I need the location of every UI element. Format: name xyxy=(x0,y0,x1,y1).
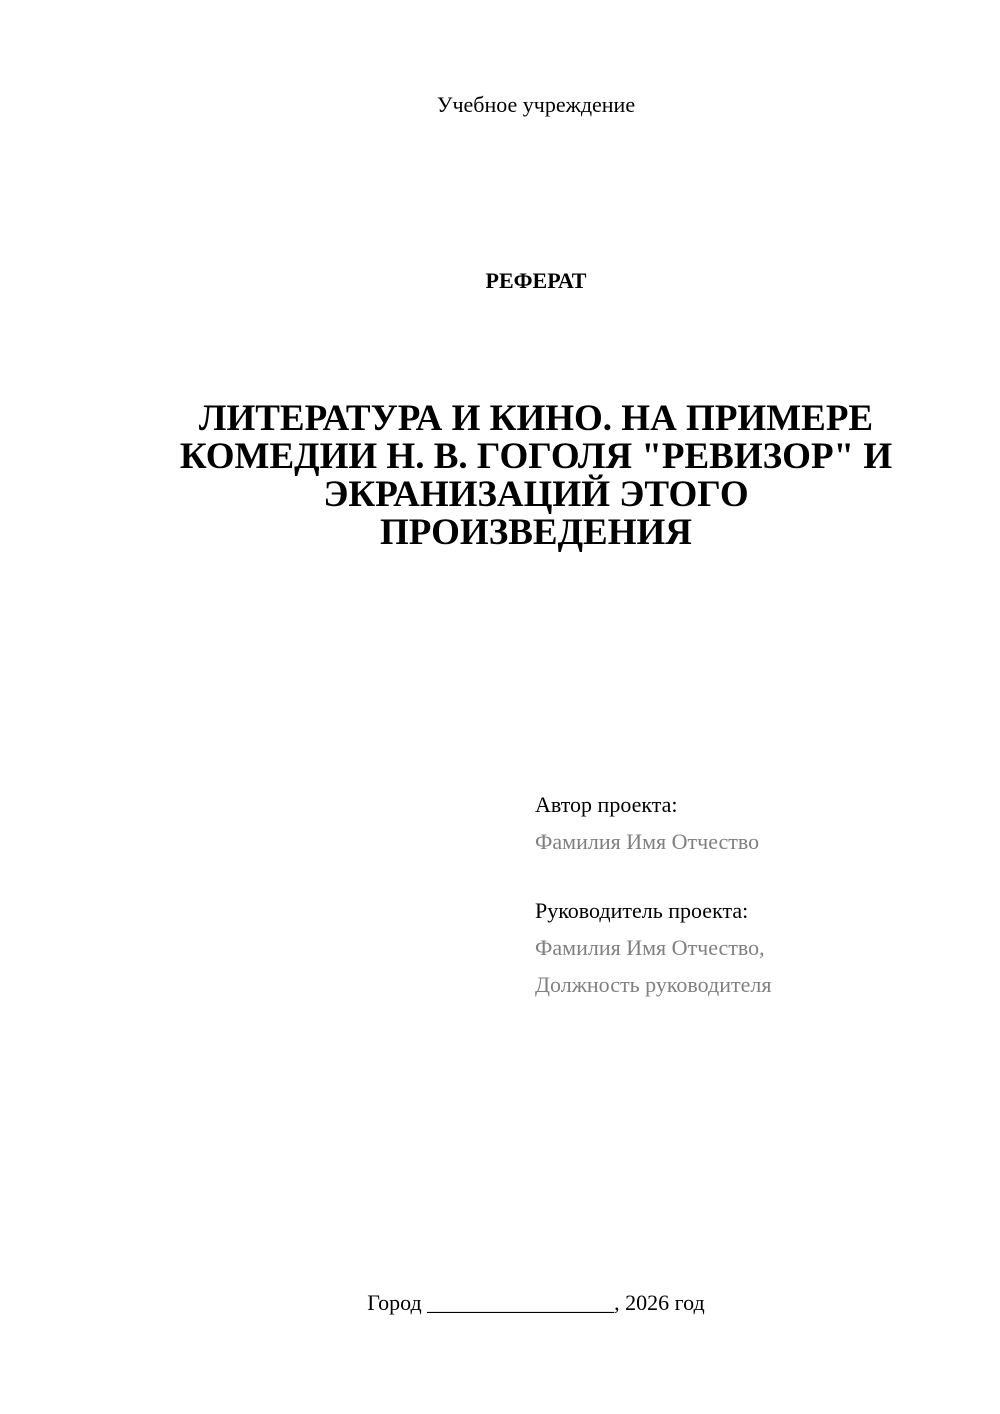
city-year-line xyxy=(0,1290,1000,1316)
author-label: Автор проекта: xyxy=(535,792,678,817)
author-block xyxy=(535,786,759,860)
title-line: ЭКРАНИЗАЦИЙ ЭТОГО xyxy=(323,474,749,515)
document-title xyxy=(140,400,932,552)
city-label: Город xyxy=(367,1290,422,1315)
title-line: ЛИТЕРАТУРА И КИНО. НА ПРИМЕРЕ xyxy=(198,398,874,439)
city-blank: _________________ xyxy=(427,1290,615,1315)
year-text: , 2026 год xyxy=(614,1290,705,1315)
supervisor-label: Руководитель проекта: xyxy=(535,898,749,923)
supervisor-name: Фамилия Имя Отчество, xyxy=(535,935,765,960)
title-line: КОМЕДИИ Н. В. ГОГОЛЯ "РЕВИЗОР" И xyxy=(179,436,893,477)
document-type: РЕФЕРАТ xyxy=(485,268,587,293)
supervisor-block xyxy=(535,892,771,1003)
supervisor-position: Должность руководителя xyxy=(535,972,772,997)
title-line: ПРОИЗВЕДЕНИЯ xyxy=(379,512,693,553)
institution-name: Учебное учреждение xyxy=(436,92,636,117)
author-name: Фамилия Имя Отчество xyxy=(535,829,760,854)
